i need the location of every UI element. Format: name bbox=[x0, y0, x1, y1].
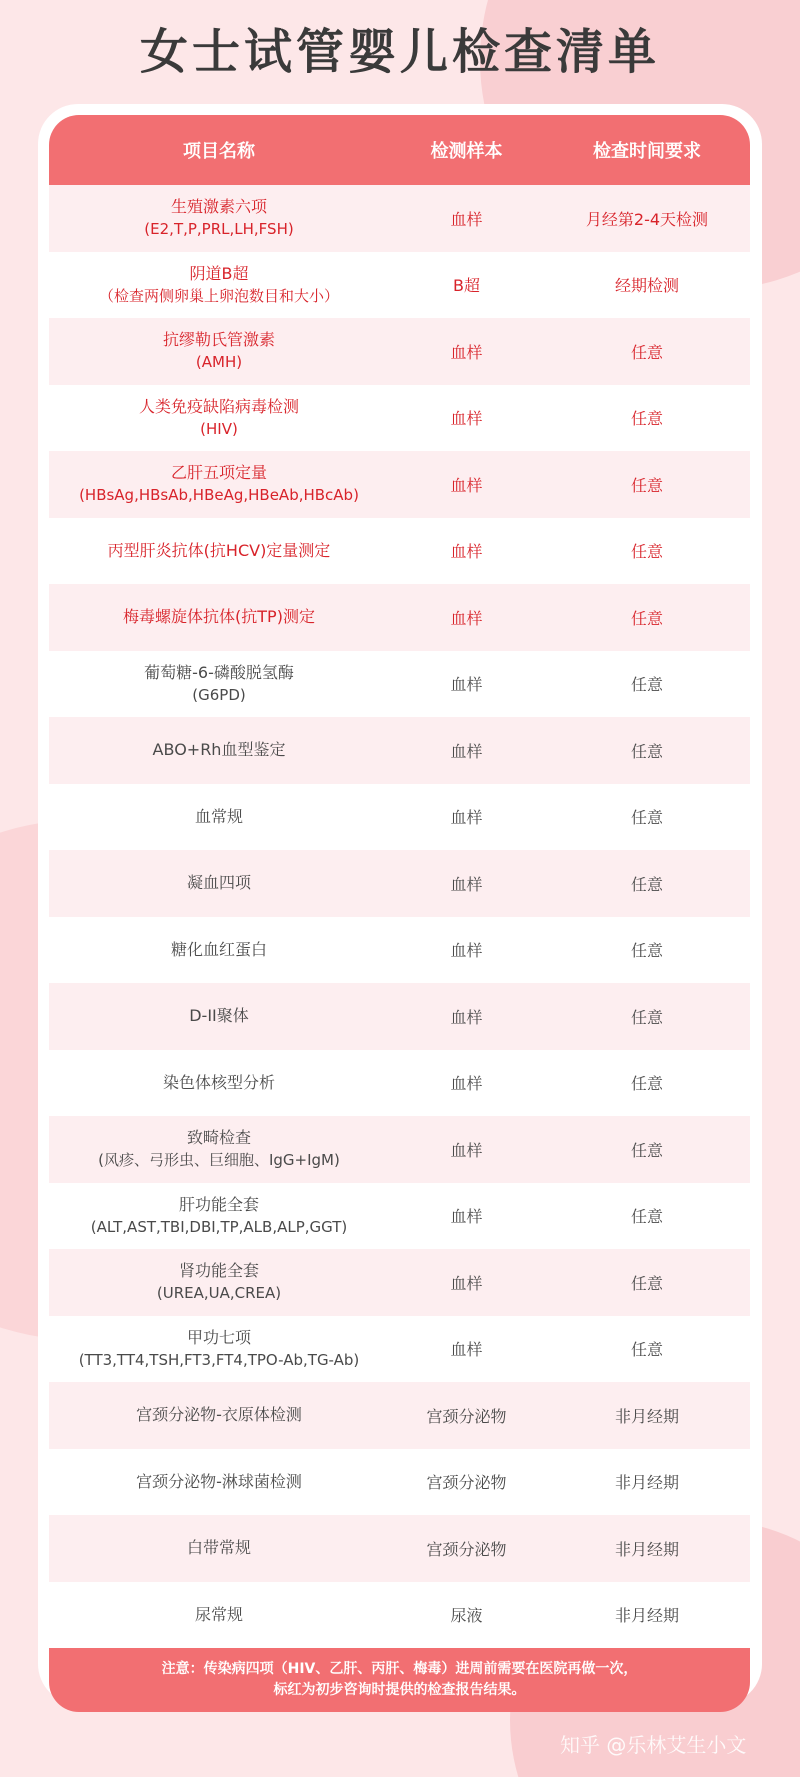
item-name-cell bbox=[49, 1005, 389, 1027]
item-name-cell bbox=[49, 540, 389, 562]
item-time: 任意 bbox=[630, 1074, 663, 1094]
item-name: 人类免疫缺陷病毒检测 bbox=[138, 396, 299, 416]
table-row bbox=[49, 1382, 750, 1449]
item-sample: 血样 bbox=[450, 1273, 483, 1293]
item-detail: （检查两侧卵巢上卵泡数目和大小） bbox=[98, 286, 339, 305]
item-name-cell bbox=[49, 396, 389, 440]
item-name: 梅毒螺旋体抗体(抗TP)测定 bbox=[123, 607, 315, 627]
header-sample: 检测样本 bbox=[430, 141, 503, 162]
item-name-cell bbox=[49, 196, 389, 240]
item-name: 生殖激素六项 bbox=[170, 197, 267, 217]
table-row bbox=[49, 1116, 750, 1183]
table-header bbox=[49, 115, 750, 185]
page-title: 女士试管婴儿检查清单 bbox=[139, 24, 660, 80]
table-row bbox=[49, 1515, 750, 1582]
item-name-cell bbox=[49, 872, 389, 894]
item-detail: (ALT,AST,TBI,DBI,TP,ALB,ALP,GGT) bbox=[90, 1217, 348, 1236]
item-time: 非月经期 bbox=[614, 1539, 679, 1559]
item-name-cell bbox=[49, 806, 389, 828]
item-detail: (E2,T,P,PRL,LH,FSH) bbox=[144, 220, 294, 239]
item-sample: 血样 bbox=[450, 608, 483, 628]
item-name: 凝血四项 bbox=[186, 873, 251, 893]
item-name-cell bbox=[49, 1127, 389, 1171]
item-name-cell bbox=[49, 1471, 389, 1493]
item-name-cell bbox=[49, 606, 389, 628]
item-time: 月经第2-4天检测 bbox=[585, 209, 709, 229]
table-row bbox=[49, 185, 750, 252]
item-sample: 血样 bbox=[450, 1007, 483, 1027]
table-row bbox=[49, 252, 750, 319]
item-time: 任意 bbox=[630, 1207, 663, 1227]
item-time: 任意 bbox=[630, 409, 663, 429]
note-line: 注意：传染病四项（HIV、乙肝、丙肝、梅毒）进周前需要在医院再做一次， bbox=[161, 1661, 638, 1677]
item-sample: 尿液 bbox=[450, 1606, 483, 1626]
item-name: 抗缪勒氏管激素 bbox=[162, 330, 275, 350]
item-name-cell bbox=[49, 1194, 389, 1238]
item-time: 任意 bbox=[630, 542, 663, 562]
item-time: 任意 bbox=[630, 675, 663, 695]
table-row bbox=[49, 850, 750, 917]
item-sample: B超 bbox=[453, 276, 480, 296]
item-name: 糖化血红蛋白 bbox=[170, 939, 267, 959]
item-sample: 血样 bbox=[450, 1340, 483, 1360]
table-row bbox=[49, 1183, 750, 1250]
table-row bbox=[49, 451, 750, 518]
table-row bbox=[49, 584, 750, 651]
checklist-table bbox=[49, 115, 750, 1712]
item-name: 血常规 bbox=[194, 806, 243, 826]
table-row bbox=[49, 318, 750, 385]
item-time: 非月经期 bbox=[614, 1406, 679, 1426]
item-time: 任意 bbox=[630, 1140, 663, 1160]
item-name-cell bbox=[49, 1537, 389, 1559]
item-name-cell bbox=[49, 462, 389, 506]
item-name: 致畸检查 bbox=[186, 1128, 251, 1148]
item-name-cell bbox=[49, 739, 389, 761]
item-time: 任意 bbox=[630, 608, 663, 628]
item-name: 肾功能全套 bbox=[178, 1261, 259, 1281]
item-name-cell bbox=[49, 329, 389, 373]
item-sample: 血样 bbox=[450, 1074, 483, 1094]
item-name-cell bbox=[49, 1327, 389, 1371]
item-detail: (UREA,UA,CREA) bbox=[156, 1284, 282, 1303]
note-banner bbox=[49, 1648, 750, 1712]
item-time: 任意 bbox=[630, 342, 663, 362]
item-name: 白带常规 bbox=[186, 1538, 251, 1558]
item-sample: 宫颈分泌物 bbox=[426, 1473, 507, 1493]
table-row bbox=[49, 385, 750, 452]
item-detail: (HIV) bbox=[200, 419, 238, 438]
item-time: 任意 bbox=[630, 941, 663, 961]
item-time: 任意 bbox=[630, 741, 663, 761]
item-time: 任意 bbox=[630, 1273, 663, 1293]
header-time: 检查时间要求 bbox=[593, 141, 701, 162]
item-name-cell bbox=[49, 1404, 389, 1426]
table-row bbox=[49, 1449, 750, 1516]
item-sample: 血样 bbox=[450, 209, 483, 229]
item-sample: 血样 bbox=[450, 475, 483, 495]
item-time: 任意 bbox=[630, 1340, 663, 1360]
item-detail: (TT3,TT4,TSH,FT3,FT4,TPO-Ab,TG-Ab) bbox=[78, 1350, 360, 1369]
item-name-cell bbox=[49, 939, 389, 961]
table-row bbox=[49, 1249, 750, 1316]
item-name: 葡萄糖-6-磷酸脱氢酶 bbox=[144, 662, 294, 682]
note-line: 标红为初步咨询时提供的检查报告结果。 bbox=[273, 1682, 526, 1698]
item-name-cell bbox=[49, 263, 389, 307]
table-row bbox=[49, 518, 750, 585]
item-sample: 血样 bbox=[450, 542, 483, 562]
item-name: D-II聚体 bbox=[189, 1006, 249, 1026]
item-sample: 血样 bbox=[450, 409, 483, 429]
item-detail: (风疹、弓形虫、巨细胞、IgG+IgM) bbox=[98, 1151, 340, 1170]
table-row bbox=[49, 1316, 750, 1383]
item-name: 肝功能全套 bbox=[178, 1194, 259, 1214]
item-detail: (HBsAg,HBsAb,HBeAg,HBeAb,HBcAb) bbox=[79, 486, 359, 505]
item-sample: 血样 bbox=[450, 1207, 483, 1227]
item-time: 任意 bbox=[630, 1007, 663, 1027]
item-sample: 宫颈分泌物 bbox=[426, 1406, 507, 1426]
item-time: 非月经期 bbox=[614, 1606, 679, 1626]
table-row bbox=[49, 917, 750, 984]
table-row bbox=[49, 1050, 750, 1117]
item-name: 尿常规 bbox=[194, 1604, 243, 1624]
table-row bbox=[49, 784, 750, 851]
item-name: 丙型肝炎抗体(抗HCV)定量测定 bbox=[107, 540, 331, 560]
table-row bbox=[49, 983, 750, 1050]
item-sample: 血样 bbox=[450, 675, 483, 695]
table-row bbox=[49, 651, 750, 718]
header-name: 项目名称 bbox=[183, 141, 255, 162]
item-detail: (AMH) bbox=[195, 353, 243, 372]
item-name-cell bbox=[49, 1604, 389, 1626]
item-name-cell bbox=[49, 1072, 389, 1094]
item-name: 宫颈分泌物-衣原体检测 bbox=[136, 1405, 302, 1425]
table-row bbox=[49, 717, 750, 784]
item-sample: 宫颈分泌物 bbox=[426, 1539, 507, 1559]
table-body bbox=[49, 185, 750, 1648]
item-name: 乙肝五项定量 bbox=[170, 463, 267, 483]
table-row bbox=[49, 1582, 750, 1649]
item-time: 任意 bbox=[630, 874, 663, 894]
item-name: 阴道B超 bbox=[189, 263, 249, 283]
item-name: 染色体核型分析 bbox=[162, 1072, 275, 1092]
item-sample: 血样 bbox=[450, 1140, 483, 1160]
item-time: 经期检测 bbox=[614, 276, 679, 296]
item-time: 非月经期 bbox=[614, 1473, 679, 1493]
item-sample: 血样 bbox=[450, 342, 483, 362]
item-name: 宫颈分泌物-淋球菌检测 bbox=[136, 1471, 302, 1491]
item-name-cell bbox=[49, 1260, 389, 1304]
item-sample: 血样 bbox=[450, 874, 483, 894]
item-name-cell bbox=[49, 662, 389, 706]
item-detail: (G6PD) bbox=[192, 685, 246, 704]
watermark: 知乎 @乐林艾生小文 bbox=[560, 1733, 747, 1757]
item-sample: 血样 bbox=[450, 808, 483, 828]
item-name: 甲功七项 bbox=[186, 1327, 251, 1347]
item-time: 任意 bbox=[630, 808, 663, 828]
item-sample: 血样 bbox=[450, 741, 483, 761]
item-name: ABO+Rh血型鉴定 bbox=[152, 740, 286, 760]
item-sample: 血样 bbox=[450, 941, 483, 961]
item-time: 任意 bbox=[630, 475, 663, 495]
